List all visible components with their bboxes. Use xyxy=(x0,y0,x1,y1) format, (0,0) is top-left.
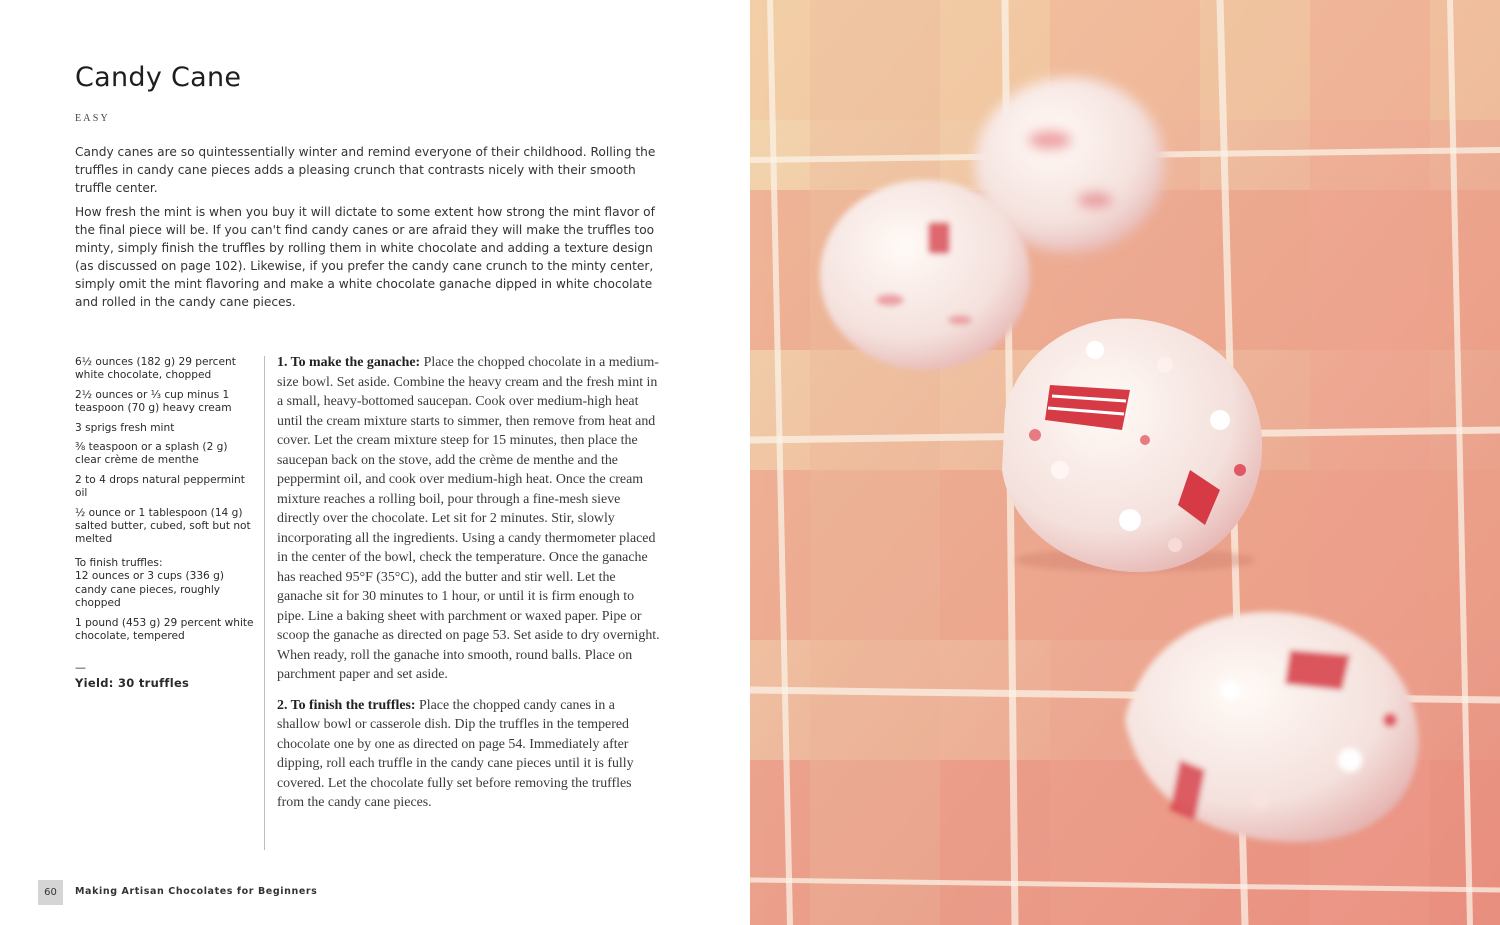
finish-heading: To finish truffles: xyxy=(75,556,163,569)
difficulty-label: EASY xyxy=(75,113,110,124)
step-heading: 1. To make the ganache: xyxy=(277,355,421,370)
ingredient-item: ½ ounce or 1 tablespoon (14 g) salted butter, cubed, soft but not melted xyxy=(75,506,251,546)
truffle-left xyxy=(820,180,1030,370)
intro-paragraph: How fresh the mint is when you buy it will dictate to some extent how strong the mint flavor of the final piece will be. If you can't find candy canes or are afraid they will make the truffles too minty, simply finish the truffles by rolling them in white chocolate and adding a texture design (as discussed on page 102). Likewise, if you prefer the candy cane crunch to the minty center, simply omit the mint flavoring and make a white chocolate ganache dipped in white chocolate and rolled in the candy cane pieces. xyxy=(75,205,655,309)
ingredient-item: 2½ ounces or ⅓ cup minus 1 teaspoon (70 g) heavy cream xyxy=(75,388,232,415)
method-steps xyxy=(277,353,660,824)
method-step xyxy=(277,696,660,813)
ingredient-item: 12 ounces or 3 cups (336 g) candy cane pieces, roughly chopped xyxy=(75,570,225,610)
ingredient-list xyxy=(75,356,255,690)
yield-text: Yield: 30 truffles xyxy=(75,675,190,690)
truffle-photo-illustration xyxy=(750,0,1500,925)
running-footer-title: Making Artisan Chocolates for Beginners xyxy=(75,886,318,897)
yield-separator: — xyxy=(75,661,86,675)
step-heading: 2. To finish the truffles: xyxy=(277,697,416,713)
recipe-title: Candy Cane xyxy=(75,62,242,93)
ingredient-item: ⅜ teaspoon or a splash (2 g) clear crème de menthe xyxy=(75,441,228,467)
truffle-photo xyxy=(750,0,1500,925)
ingredient-item: 3 sprigs fresh mint xyxy=(75,421,175,434)
step-text: Place the chopped chocolate in a medium-size bowl. Set aside. Combine the heavy cream and the fresh mint in a small, heavy-bottomed saucepan. Cook over medium-high heat until the cream mixture starts to simmer, then remove from heat and cover. Let the cream mixture steep for 15 minutes, then place the saucepan back on the stove, add the crème de menthe and the peppermint oil, and cook over medium-high heat. Once the cream mixture reaches a rolling boil, pour through a fine-mesh sieve directly over the chocolate. Let sit for 2 minutes. Stir, slowly incorporating all the ingredients. Using a candy thermometer placed in the center of the bowl, check the temperature. Once the ganache has reached 95°F (35°C), add the butter and stir well. Let the ganache sit for 30 minutes to 1 hour, or until it is firm enough to pipe. Line a baking sheet with parchment or waxed paper. Pipe or scoop the ganache as directed on page 53. Set aside to dry overnight. When ready, roll the ganache into smooth, round balls. Place on parchment paper and set aside. xyxy=(277,355,660,682)
ingredient-item: 6½ ounces (182 g) 29 percent white chocolate, chopped xyxy=(75,356,236,382)
step-text: Place the chopped candy canes in a shallow bowl or casserole dish. Dip the truffles in the tempered chocolate one by one as directed on page 54. Immediately after dipping, roll each truffle in the candy cane pieces until it is fully covered. Let the chocolate fully set before removing the truffles from the candy cane pieces. xyxy=(277,697,634,810)
recipe-intro xyxy=(75,143,660,317)
ingredient-item: 1 pound (453 g) 29 percent white chocolate, tempered xyxy=(75,616,254,642)
ingredient-item: 2 to 4 drops natural peppermint oil xyxy=(75,473,245,500)
method-step xyxy=(277,353,660,685)
column-divider xyxy=(264,356,265,850)
page-number: 60 xyxy=(38,880,63,905)
intro-paragraph: Candy canes are so quintessentially winter and remind everyone of their childhood. Rolling the truffles in candy cane pieces adds a pleasing crunch that contrasts nicely with their smooth truffle center. xyxy=(75,145,656,195)
